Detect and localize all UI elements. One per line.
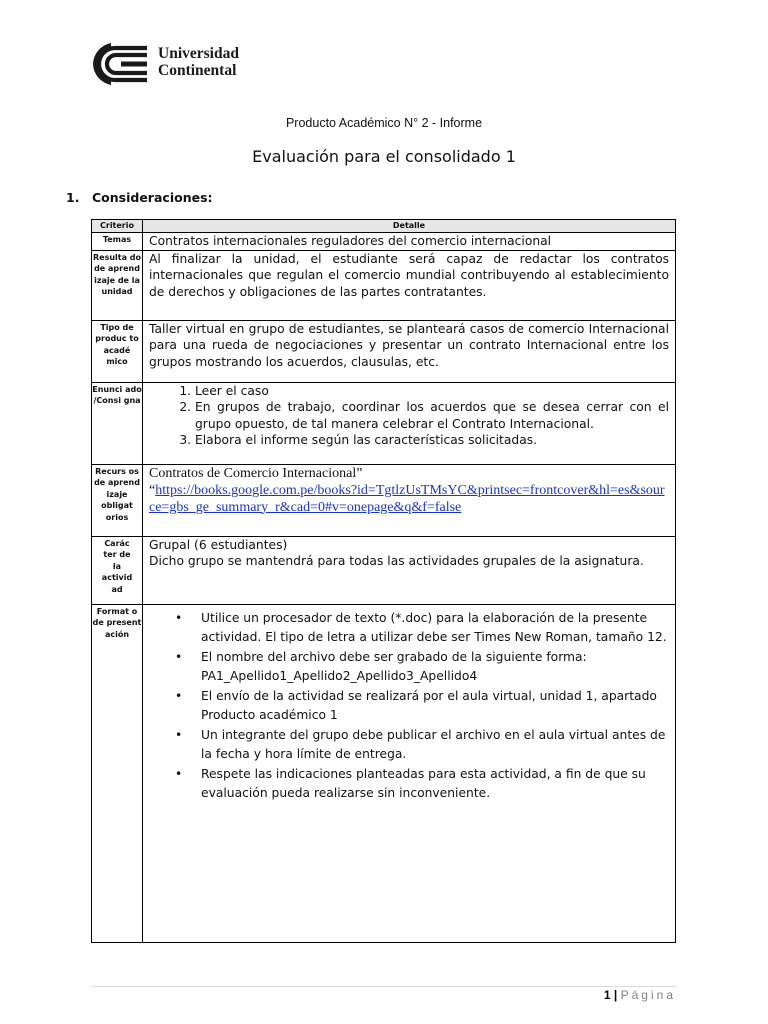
list-item: • El nombre del archivo debe ser grabado de la siguiente forma: PA1_Apellido1_Apellido2_Apellido3_Apellido4 (175, 649, 587, 683)
row-detail-recursos (143, 464, 676, 536)
list-item: 1. Leer el caso (195, 383, 669, 400)
bullet-icon: • (175, 610, 183, 625)
resource-title: Contratos de Comercio Internacional” (149, 465, 363, 481)
instructions-list (149, 383, 669, 449)
row-detail-enunciado (143, 382, 676, 464)
page-label: Página (620, 988, 676, 1002)
table-row (92, 604, 676, 942)
document-title: Evaluación para el consolidado 1 (252, 147, 516, 166)
document-subtitle: Producto Académico N° 2 - Informe (285, 116, 483, 130)
row-label-resultado: Resulta do de aprend izaje de la unidad (92, 250, 143, 320)
row-detail-temas: Contratos internacionales reguladores del comercio internacional (143, 233, 676, 251)
list-item: • El envío de la actividad se realizará por el aula virtual, unidad 1, apartado Producto académico 1 (175, 688, 657, 722)
header-criterio: Criterio (92, 220, 143, 233)
footer-divider (91, 986, 676, 987)
table-row (92, 536, 676, 604)
list-item: • Respete las indicaciones planteadas para esta actividad, a fin de que su evaluación pueda realizarse sin inconveniente. (175, 766, 646, 800)
resource-link[interactable]: https://books.google.com.pe/books?id=TgtlzUsTMsYC&printsec=frontcover&hl=es&source=gbs_ge_summary_r&cad=0#v=onepage&q&f=false (149, 482, 665, 515)
row-label-enunciado: Enunci ado /Consi gna (92, 382, 143, 464)
university-emblem-icon (91, 42, 153, 86)
page-footer: 1 | Página (603, 988, 676, 1002)
row-detail-resultado: Al finalizar la unidad, el estudiante será capaz de redactar los contratos internacionales que regulan el comercio mundial contribuyendo al establecimiento de derechos y obligaciones de las partes contratantes. (143, 250, 676, 320)
list-item: 2. En grupos de trabajo, coordinar los acuerdos que se desea cerrar con el grupo opuesto, de tal manera celebrar el Contrato Internacional. (195, 399, 669, 432)
row-detail-formato (143, 604, 676, 942)
row-label-recursos: Recurs os de aprend izaje obligat orios (92, 464, 143, 536)
table-row (92, 320, 676, 382)
list-item: 3. Elabora el informe según las características solicitadas. (195, 432, 669, 449)
row-label-tipo: Tipo de produc to acadé mico (92, 320, 143, 382)
list-item: • Un integrante del grupo debe publicar el archivo en el aula virtual antes de la fecha y hora límite de entrega. (175, 727, 666, 761)
row-detail-tipo: Taller virtual en grupo de estudiantes, se planteará casos de comercio Internacional para una rueda de negociaciones y presentar un contrato Internacional entre los grupos mostrando los acuerdos, clausulas, etc. (143, 320, 676, 382)
section-heading: 1. Consideraciones: (66, 190, 213, 205)
table-header-row (92, 220, 676, 233)
list-item: • Utilice un procesador de texto (*.doc) para la elaboración de la presente actividad. El tipo de letra a utilizar debe ser Times New Roman, tamaño 12. (175, 610, 667, 644)
row-label-caracter: Carác ter de la activid ad (92, 536, 143, 604)
table-row (92, 233, 676, 251)
university-logo (91, 42, 291, 86)
table-row (92, 250, 676, 320)
resource-link-line: “https://books.google.com.pe/books?id=TgtlzUsTMsYC&printsec=frontcover&hl=es&source=gbs_ge_summary_r&cad=0#v=onepage&q&f=false (149, 482, 665, 515)
row-label-formato: Format o de present ación (92, 604, 143, 942)
header-detalle: Detalle (143, 220, 676, 233)
table-row (92, 382, 676, 464)
considerations-table (91, 219, 676, 943)
format-list (149, 609, 669, 804)
bullet-icon: • (175, 727, 183, 742)
row-label-temas: Temas (92, 233, 143, 251)
row-detail-caracter: Grupal (6 estudiantes) Dicho grupo se mantendrá para todas las actividades grupales de la asignatura. (143, 536, 676, 604)
bullet-icon: • (175, 649, 183, 664)
page-number: 1 (603, 988, 611, 1002)
bullet-icon: • (175, 688, 183, 703)
bullet-icon: • (175, 766, 183, 781)
university-name: Universidad Continental (158, 45, 239, 79)
table-row (92, 464, 676, 536)
